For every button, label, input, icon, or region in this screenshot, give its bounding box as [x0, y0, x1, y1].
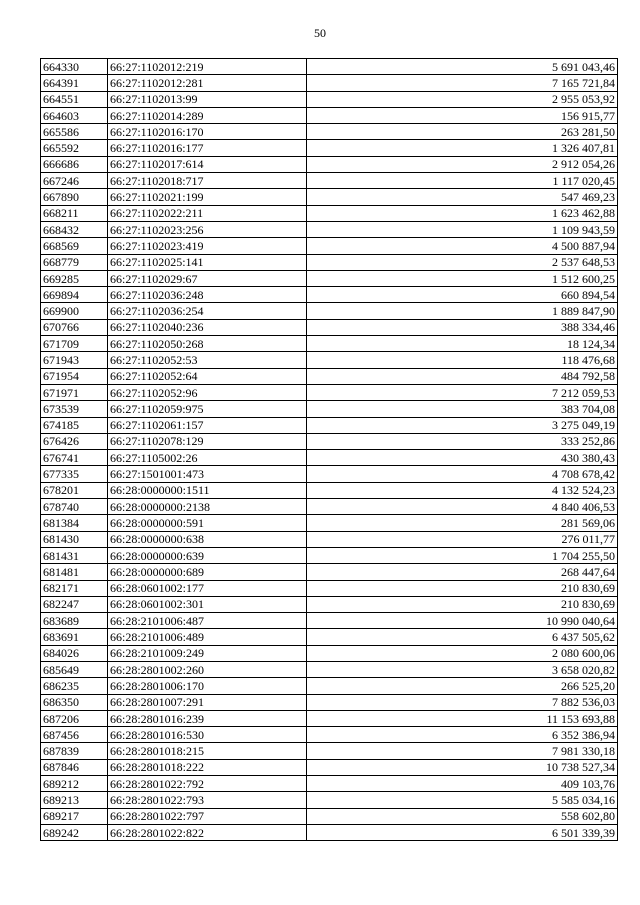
cadastral-number-cell: 66:27:1102036:248: [108, 287, 307, 303]
cadastral-number-cell: 66:28:2801016:530: [108, 727, 307, 743]
cadastral-number-cell: 66:27:1102016:177: [108, 140, 307, 156]
cadastral-number-cell: 66:27:1102013:99: [108, 91, 307, 107]
record-id-cell: 687839: [41, 743, 108, 759]
registry-table-body: [41, 59, 618, 841]
record-id-cell: 664391: [41, 75, 108, 91]
cadastral-value-cell: 6 437 505,62: [307, 629, 618, 645]
table-row: [41, 759, 618, 775]
table-row: [41, 580, 618, 596]
table-row: [41, 694, 618, 710]
cadastral-value-cell: 1 109 943,59: [307, 221, 618, 237]
registry-table: [40, 58, 618, 841]
table-row: [41, 450, 618, 466]
cadastral-value-cell: 266 525,20: [307, 678, 618, 694]
record-id-cell: 670766: [41, 319, 108, 335]
cadastral-value-cell: 281 569,06: [307, 515, 618, 531]
cadastral-value-cell: 333 252,86: [307, 433, 618, 449]
table-row: [41, 482, 618, 498]
table-row: [41, 727, 618, 743]
cadastral-number-cell: 66:28:2801016:239: [108, 710, 307, 726]
record-id-cell: 666686: [41, 156, 108, 172]
cadastral-value-cell: 1 704 255,50: [307, 547, 618, 563]
cadastral-value-cell: 1 889 847,90: [307, 303, 618, 319]
cadastral-number-cell: 66:28:0000000:2138: [108, 499, 307, 515]
cadastral-number-cell: 66:27:1102029:67: [108, 270, 307, 286]
record-id-cell: 678740: [41, 499, 108, 515]
cadastral-number-cell: 66:27:1102025:141: [108, 254, 307, 270]
cadastral-value-cell: 6 352 386,94: [307, 727, 618, 743]
record-id-cell: 683691: [41, 629, 108, 645]
cadastral-number-cell: 66:27:1102023:419: [108, 238, 307, 254]
cadastral-number-cell: 66:27:1102061:157: [108, 417, 307, 433]
table-row: [41, 743, 618, 759]
record-id-cell: 668779: [41, 254, 108, 270]
record-id-cell: 677335: [41, 466, 108, 482]
cadastral-number-cell: 66:27:1102014:289: [108, 107, 307, 123]
cadastral-value-cell: 7 882 536,03: [307, 694, 618, 710]
cadastral-value-cell: 2 537 648,53: [307, 254, 618, 270]
record-id-cell: 684026: [41, 645, 108, 661]
cadastral-number-cell: 66:28:0000000:638: [108, 531, 307, 547]
cadastral-value-cell: 388 334,46: [307, 319, 618, 335]
cadastral-value-cell: 18 124,34: [307, 336, 618, 352]
cadastral-value-cell: 118 476,68: [307, 352, 618, 368]
table-row: [41, 499, 618, 515]
record-id-cell: 669285: [41, 270, 108, 286]
cadastral-number-cell: 66:28:0601002:177: [108, 580, 307, 596]
cadastral-number-cell: 66:27:1102021:199: [108, 189, 307, 205]
table-row: [41, 140, 618, 156]
cadastral-value-cell: 156 915,77: [307, 107, 618, 123]
cadastral-value-cell: 268 447,64: [307, 564, 618, 580]
cadastral-number-cell: 66:27:1102050:268: [108, 336, 307, 352]
cadastral-number-cell: 66:28:2801022:792: [108, 776, 307, 792]
cadastral-number-cell: 66:27:1102078:129: [108, 433, 307, 449]
record-id-cell: 676426: [41, 433, 108, 449]
cadastral-value-cell: 5 585 034,16: [307, 792, 618, 808]
record-id-cell: 671971: [41, 384, 108, 400]
record-id-cell: 676741: [41, 450, 108, 466]
cadastral-value-cell: 484 792,58: [307, 368, 618, 384]
cadastral-value-cell: 430 380,43: [307, 450, 618, 466]
table-row: [41, 384, 618, 400]
table-row: [41, 287, 618, 303]
table-row: [41, 547, 618, 563]
table-row: [41, 91, 618, 107]
table-row: [41, 189, 618, 205]
table-row: [41, 221, 618, 237]
cadastral-number-cell: 66:28:0000000:591: [108, 515, 307, 531]
table-row: [41, 613, 618, 629]
table-row: [41, 661, 618, 677]
record-id-cell: 668569: [41, 238, 108, 254]
record-id-cell: 669900: [41, 303, 108, 319]
record-id-cell: 664330: [41, 59, 108, 75]
table-row: [41, 205, 618, 221]
table-row: [41, 319, 618, 335]
record-id-cell: 667890: [41, 189, 108, 205]
table-row: [41, 564, 618, 580]
table-row: [41, 254, 618, 270]
table-row: [41, 776, 618, 792]
cadastral-value-cell: 10 738 527,34: [307, 759, 618, 775]
record-id-cell: 674185: [41, 417, 108, 433]
cadastral-number-cell: 66:28:0000000:639: [108, 547, 307, 563]
cadastral-number-cell: 66:27:1102052:64: [108, 368, 307, 384]
cadastral-number-cell: 66:28:2801018:215: [108, 743, 307, 759]
cadastral-value-cell: 383 704,08: [307, 401, 618, 417]
cadastral-value-cell: 4 500 887,94: [307, 238, 618, 254]
cadastral-value-cell: 4 840 406,53: [307, 499, 618, 515]
record-id-cell: 689212: [41, 776, 108, 792]
table-row: [41, 596, 618, 612]
cadastral-value-cell: 10 990 040,64: [307, 613, 618, 629]
record-id-cell: 669894: [41, 287, 108, 303]
table-row: [41, 515, 618, 531]
table-row: [41, 678, 618, 694]
cadastral-value-cell: 210 830,69: [307, 580, 618, 596]
cadastral-value-cell: 11 153 693,88: [307, 710, 618, 726]
cadastral-value-cell: 5 691 043,46: [307, 59, 618, 75]
record-id-cell: 681481: [41, 564, 108, 580]
table-row: [41, 238, 618, 254]
cadastral-value-cell: 4 708 678,42: [307, 466, 618, 482]
cadastral-number-cell: 66:28:0601002:301: [108, 596, 307, 612]
table-row: [41, 466, 618, 482]
table-row: [41, 270, 618, 286]
record-id-cell: 687456: [41, 727, 108, 743]
cadastral-value-cell: 7 981 330,18: [307, 743, 618, 759]
record-id-cell: 681384: [41, 515, 108, 531]
cadastral-number-cell: 66:27:1102052:96: [108, 384, 307, 400]
record-id-cell: 665586: [41, 124, 108, 140]
cadastral-value-cell: 2 080 600,06: [307, 645, 618, 661]
record-id-cell: 665592: [41, 140, 108, 156]
cadastral-value-cell: 558 602,80: [307, 808, 618, 824]
record-id-cell: 683689: [41, 613, 108, 629]
table-row: [41, 433, 618, 449]
cadastral-value-cell: 1 512 600,25: [307, 270, 618, 286]
table-row: [41, 645, 618, 661]
cadastral-value-cell: 276 011,77: [307, 531, 618, 547]
record-id-cell: 689213: [41, 792, 108, 808]
cadastral-value-cell: 409 103,76: [307, 776, 618, 792]
cadastral-number-cell: 66:28:0000000:1511: [108, 482, 307, 498]
record-id-cell: 668432: [41, 221, 108, 237]
cadastral-number-cell: 66:28:2801006:170: [108, 678, 307, 694]
cadastral-number-cell: 66:28:2801022:793: [108, 792, 307, 808]
cadastral-value-cell: 2 912 054,26: [307, 156, 618, 172]
record-id-cell: 686235: [41, 678, 108, 694]
cadastral-number-cell: 66:28:2801002:260: [108, 661, 307, 677]
table-row: [41, 107, 618, 123]
cadastral-number-cell: 66:28:2801022:797: [108, 808, 307, 824]
cadastral-number-cell: 66:28:2801018:222: [108, 759, 307, 775]
cadastral-number-cell: 66:27:1102012:219: [108, 59, 307, 75]
cadastral-value-cell: 1 623 462,88: [307, 205, 618, 221]
table-row: [41, 173, 618, 189]
record-id-cell: 685649: [41, 661, 108, 677]
record-id-cell: 664603: [41, 107, 108, 123]
table-row: [41, 156, 618, 172]
record-id-cell: 664551: [41, 91, 108, 107]
cadastral-number-cell: 66:28:2101006:489: [108, 629, 307, 645]
page-number: 50: [314, 26, 326, 40]
cadastral-value-cell: 6 501 339,39: [307, 824, 618, 840]
cadastral-value-cell: 4 132 524,23: [307, 482, 618, 498]
record-id-cell: 687846: [41, 759, 108, 775]
table-row: [41, 417, 618, 433]
table-row: [41, 808, 618, 824]
record-id-cell: 671943: [41, 352, 108, 368]
cadastral-number-cell: 66:27:1102023:256: [108, 221, 307, 237]
cadastral-number-cell: 66:27:1105002:26: [108, 450, 307, 466]
cadastral-number-cell: 66:27:1102017:614: [108, 156, 307, 172]
table-row: [41, 124, 618, 140]
cadastral-value-cell: 3 658 020,82: [307, 661, 618, 677]
table-row: [41, 303, 618, 319]
record-id-cell: 668211: [41, 205, 108, 221]
cadastral-value-cell: 1 117 020,45: [307, 173, 618, 189]
cadastral-number-cell: 66:27:1102018:717: [108, 173, 307, 189]
record-id-cell: 671954: [41, 368, 108, 384]
record-id-cell: 678201: [41, 482, 108, 498]
cadastral-value-cell: 210 830,69: [307, 596, 618, 612]
cadastral-value-cell: 263 281,50: [307, 124, 618, 140]
cadastral-number-cell: 66:27:1501001:473: [108, 466, 307, 482]
table-row: [41, 710, 618, 726]
table-row: [41, 59, 618, 75]
cadastral-number-cell: 66:27:1102022:211: [108, 205, 307, 221]
record-id-cell: 686350: [41, 694, 108, 710]
cadastral-number-cell: 66:27:1102052:53: [108, 352, 307, 368]
cadastral-number-cell: 66:28:2801007:291: [108, 694, 307, 710]
cadastral-number-cell: 66:27:1102059:975: [108, 401, 307, 417]
record-id-cell: 682247: [41, 596, 108, 612]
record-id-cell: 673539: [41, 401, 108, 417]
table-row: [41, 336, 618, 352]
record-id-cell: 689217: [41, 808, 108, 824]
cadastral-value-cell: 3 275 049,19: [307, 417, 618, 433]
table-row: [41, 629, 618, 645]
record-id-cell: 671709: [41, 336, 108, 352]
record-id-cell: 682171: [41, 580, 108, 596]
record-id-cell: 667246: [41, 173, 108, 189]
record-id-cell: 687206: [41, 710, 108, 726]
table-row: [41, 75, 618, 91]
table-row: [41, 368, 618, 384]
cadastral-value-cell: 7 165 721,84: [307, 75, 618, 91]
table-row: [41, 824, 618, 840]
table-row: [41, 352, 618, 368]
cadastral-value-cell: 7 212 059,53: [307, 384, 618, 400]
cadastral-number-cell: 66:27:1102040:236: [108, 319, 307, 335]
cadastral-number-cell: 66:28:0000000:689: [108, 564, 307, 580]
record-id-cell: 681431: [41, 547, 108, 563]
record-id-cell: 681430: [41, 531, 108, 547]
table-row: [41, 792, 618, 808]
cadastral-value-cell: 660 894,54: [307, 287, 618, 303]
cadastral-value-cell: 1 326 407,81: [307, 140, 618, 156]
cadastral-number-cell: 66:27:1102016:170: [108, 124, 307, 140]
record-id-cell: 689242: [41, 824, 108, 840]
cadastral-number-cell: 66:28:2101006:487: [108, 613, 307, 629]
cadastral-number-cell: 66:27:1102036:254: [108, 303, 307, 319]
cadastral-value-cell: 2 955 053,92: [307, 91, 618, 107]
cadastral-number-cell: 66:28:2801022:822: [108, 824, 307, 840]
cadastral-value-cell: 547 469,23: [307, 189, 618, 205]
table-row: [41, 531, 618, 547]
table-row: [41, 401, 618, 417]
cadastral-number-cell: 66:27:1102012:281: [108, 75, 307, 91]
cadastral-number-cell: 66:28:2101009:249: [108, 645, 307, 661]
